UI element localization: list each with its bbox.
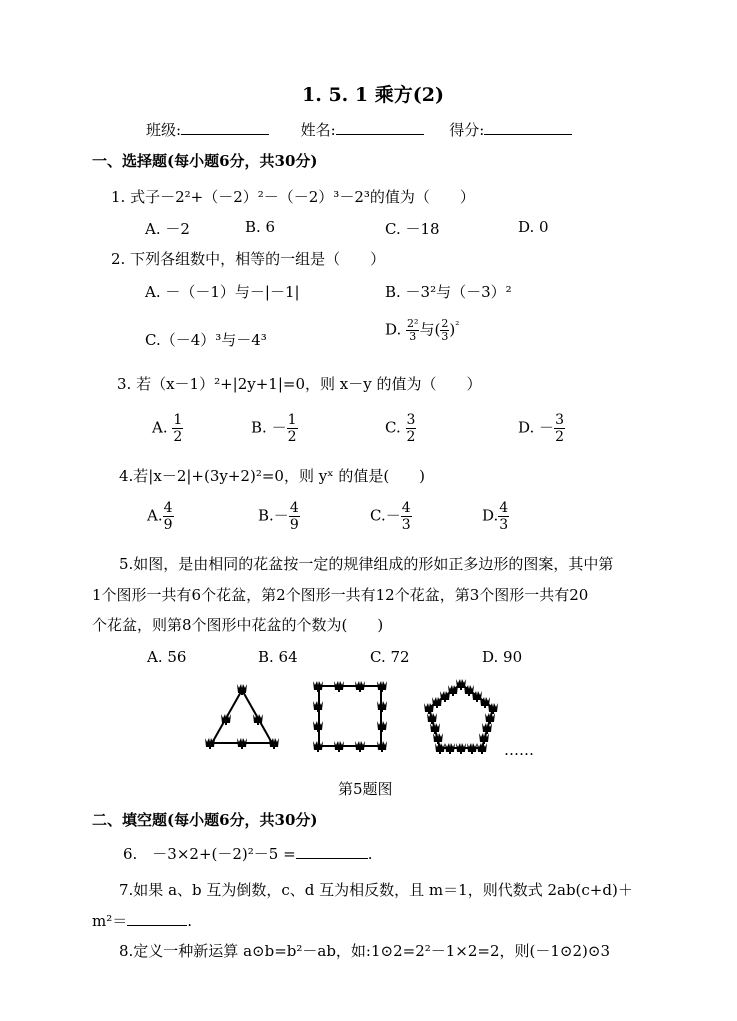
q3-c-den: 2 — [406, 429, 416, 445]
score-label: 得分: — [449, 121, 485, 139]
q3-a-den: 2 — [173, 429, 183, 445]
q5-option-c: C. 72 — [370, 648, 410, 666]
q4-c-num: 4 — [401, 500, 411, 516]
question-5-line-1: 5.如图，是由相同的花盆按一定的规律组成的形如正多边形的图案，其中第 — [119, 555, 614, 573]
q4-b-num: 4 — [289, 500, 299, 516]
pentagon-pattern — [424, 679, 498, 754]
q7-answer-blank[interactable] — [127, 911, 187, 926]
q3-option-a — [152, 412, 183, 445]
q5-option-d: D. 90 — [482, 648, 523, 666]
q5-option-b: B. 64 — [258, 648, 298, 666]
question-2-stem: 2. 下列各组数中，相等的一组是（ ） — [111, 250, 386, 268]
q1-option-a: A. －2 — [145, 220, 190, 238]
q3-option-d — [518, 412, 565, 445]
q2-d-frac1-num: 2² — [407, 317, 419, 330]
q6-answer-blank[interactable] — [296, 844, 368, 859]
class-label: 班级: — [146, 121, 182, 139]
q3-d-sign: － — [539, 418, 555, 437]
q3-a-num: 1 — [173, 412, 183, 428]
header-row — [146, 119, 572, 140]
q4-option-c — [370, 500, 412, 533]
q4-option-b — [258, 500, 300, 533]
score-field[interactable] — [484, 120, 572, 135]
q1-option-b: B. 6 — [245, 218, 276, 236]
question-1-stem: 1. 式子－2²+（－2）²－（－2）³－2³的值为（ ） — [111, 188, 475, 206]
triangle-pattern — [205, 684, 279, 749]
q6-text: 6. －3×2+(－2)²－5 = — [123, 845, 296, 863]
question-8: 8.定义一种新运算 a⊙b=b²－ab，如:1⊙2=2²－1×2=2，则(－1⊙2)⊙3 — [119, 942, 610, 960]
q3-d-den: 2 — [555, 429, 564, 445]
q2-d-fraction-2 — [440, 318, 449, 343]
question-7-line-2: m²＝ . — [92, 912, 193, 930]
q3-d-label: D. — [518, 418, 535, 437]
question-3-stem: 3. 若（x－1）²+|2y+1|=0，则 x－y 的值为（ ） — [117, 375, 482, 393]
figure-ellipsis: …… — [504, 741, 534, 759]
q3-b-label: B. — [251, 418, 267, 437]
q3-b-num: 1 — [287, 412, 297, 428]
q4-b-label: B. — [258, 506, 274, 525]
q3-c-num: 3 — [406, 412, 416, 428]
q2-option-b: B. －3²与（－3）² — [385, 283, 512, 301]
figure-caption: 第5题图 — [338, 780, 393, 798]
q2-d-mid: 与 — [419, 320, 435, 339]
q2-d-fraction-1 — [406, 318, 419, 343]
q4-a-label: A. — [147, 506, 163, 525]
name-field[interactable] — [336, 120, 424, 135]
q4-d-label: D. — [482, 506, 499, 525]
q2-d-label: D. — [385, 320, 402, 339]
q3-option-c — [385, 412, 416, 445]
q4-c-label: C. — [370, 506, 386, 525]
question-4-stem: 4.若|x－2|+(3y+2)²=0，则 yˣ 的值是( ) — [119, 467, 426, 485]
q4-b-sign: － — [273, 506, 289, 525]
q4-option-a — [147, 500, 174, 533]
section-heading-choice: 一、选择题(每小题6分，共30分) — [92, 152, 318, 170]
page-title: 1. 5. 1 乘方(2) — [302, 84, 444, 106]
question-6: 6. －3×2+(－2)²－5 = . — [123, 845, 373, 863]
q2-d-frac1-den: 3 — [409, 330, 417, 343]
q4-b-den: 9 — [289, 517, 299, 533]
name-label: 姓名: — [300, 121, 336, 139]
q4-d-num: 4 — [499, 500, 509, 516]
q4-c-den: 3 — [401, 517, 411, 533]
q5-option-a: A. 56 — [147, 648, 187, 666]
question-5-line-3: 个花盆，则第8个图形中花盆的个数为( ) — [92, 616, 384, 634]
q2-option-d: D. $\frac{\text{2²}}{3}$ 与( $\frac{2}{3}$ )$^{^2}$ — [385, 317, 460, 343]
q2-d-exp: ² — [455, 320, 460, 332]
question-5-line-2: 1个图形一共有6个花盆，第2个图形一共有12个花盆，第3个图形一共有20 — [92, 586, 589, 604]
q3-b-sign: － — [271, 418, 287, 437]
square-pattern — [313, 681, 387, 752]
q4-d-den: 3 — [499, 517, 509, 533]
q4-a-num: 4 — [163, 500, 173, 516]
flowerpot-figure — [195, 672, 555, 767]
q1-option-c: C. －18 — [385, 220, 440, 238]
question-7-line-1: 7.如果 a、b 互为倒数，c、d 互为相反数，且 m＝1，则代数式 2ab(c+d)＋ — [119, 881, 633, 899]
q3-option-b — [251, 412, 298, 445]
q3-b-den: 2 — [287, 429, 297, 445]
q3-c-label: C. — [385, 418, 401, 437]
q2-d-frac2-num: 2 — [441, 317, 449, 330]
q3-d-num: 3 — [555, 412, 564, 428]
q4-c-sign: － — [385, 506, 401, 525]
q1-option-d: D. 0 — [518, 218, 549, 236]
q2-option-a: A. －（－1）与－|－1| — [145, 283, 300, 301]
q4-option-d — [482, 500, 509, 533]
class-field[interactable] — [181, 120, 269, 135]
q2-option-c: C.（－4）³与－4³ — [145, 331, 267, 349]
q2-d-frac2-den: 3 — [441, 330, 449, 343]
q7-line2-text: m²＝ — [92, 912, 128, 930]
section-heading-fill: 二、填空题(每小题6分，共30分) — [92, 811, 318, 829]
q4-a-den: 9 — [163, 517, 173, 533]
q3-a-label: A. — [152, 418, 168, 437]
